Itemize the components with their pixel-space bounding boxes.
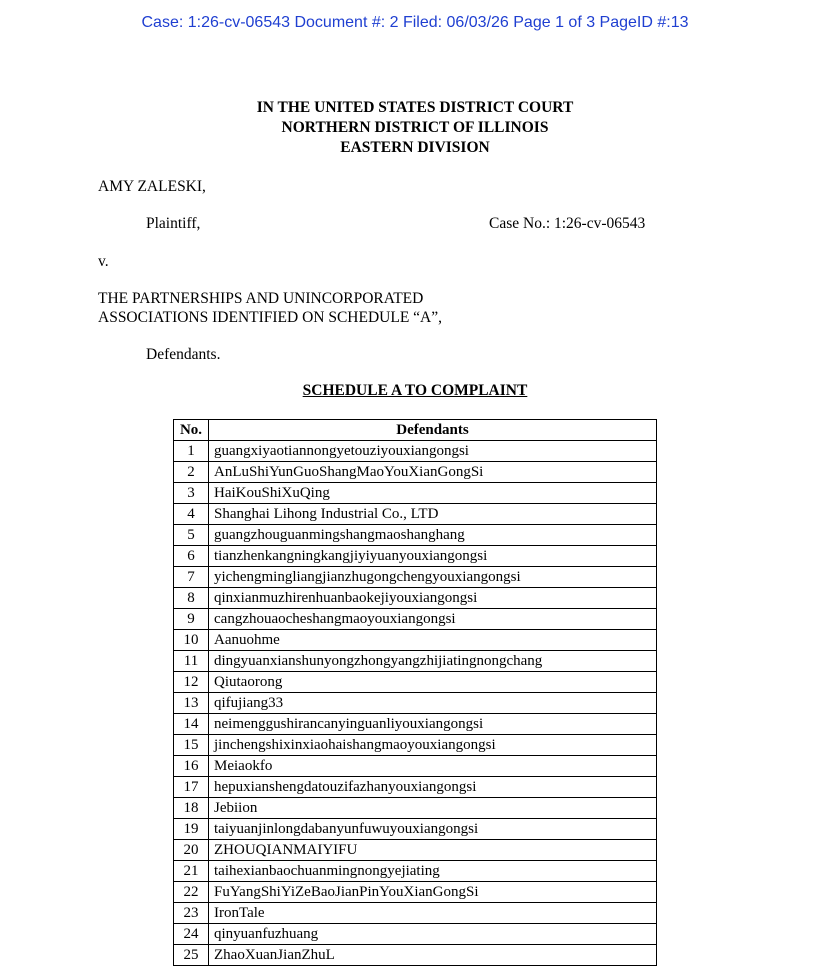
table-row — [174, 588, 657, 609]
row-number: 22 — [174, 882, 209, 903]
defendant-name: ZhaoXuanJianZhuL — [209, 945, 657, 966]
defendant-name: taiyuanjinlongdabanyunfuwuyouxiangongsi — [209, 819, 657, 840]
table-row — [174, 819, 657, 840]
row-number: 16 — [174, 756, 209, 777]
defendant-name: neimenggushirancanyinguanliyouxiangongsi — [209, 714, 657, 735]
defendant-name: ZHOUQIANMAIYIFU — [209, 840, 657, 861]
defendant-name: taihexianbaochuanmingnongyejiating — [209, 861, 657, 882]
table-row — [174, 945, 657, 966]
defendant-name: Qiutaorong — [209, 672, 657, 693]
defendant-name: guangxiyaotiannongyetouziyouxiangongsi — [209, 441, 657, 462]
row-number: 10 — [174, 630, 209, 651]
row-number: 9 — [174, 609, 209, 630]
case-header-stamp: Case: 1:26-cv-06543 Document #: 2 Filed: 06/03/26 Page 1 of 3 PageID #:13 — [141, 14, 689, 31]
table-row — [174, 567, 657, 588]
column-header-defendants: Defendants — [209, 420, 657, 441]
defendant-name: guangzhouguanmingshangmaoshanghang — [209, 525, 657, 546]
table-row — [174, 672, 657, 693]
row-number: 17 — [174, 777, 209, 798]
defendant-name: jinchengshixinxiaohaishangmaoyouxiangongsi — [209, 735, 657, 756]
table-row — [174, 903, 657, 924]
row-number: 5 — [174, 525, 209, 546]
defendant-name: tianzhenkangningkangjiyiyuanyouxiangongsi — [209, 546, 657, 567]
defendant-name: hepuxianshengdatouzifazhanyouxiangongsi — [209, 777, 657, 798]
column-header-no: No. — [174, 420, 209, 441]
row-number: 18 — [174, 798, 209, 819]
row-number: 12 — [174, 672, 209, 693]
row-number: 11 — [174, 651, 209, 672]
schedule-title: SCHEDULE A TO COMPLAINT — [302, 382, 528, 399]
row-number: 15 — [174, 735, 209, 756]
table-row — [174, 630, 657, 651]
table-row — [174, 504, 657, 525]
table-row — [174, 840, 657, 861]
court-heading — [0, 98, 830, 158]
row-number: 19 — [174, 819, 209, 840]
defendant-name: Aanuohme — [209, 630, 657, 651]
defendant-name: AnLuShiYunGuoShangMaoYouXianGongSi — [209, 462, 657, 483]
table-row — [174, 483, 657, 504]
row-number: 23 — [174, 903, 209, 924]
defendant-name: qinxianmuzhirenhuanbaokejiyouxiangongsi — [209, 588, 657, 609]
row-number: 14 — [174, 714, 209, 735]
row-number: 6 — [174, 546, 209, 567]
row-number: 7 — [174, 567, 209, 588]
defendant-name: Shanghai Lihong Industrial Co., LTD — [209, 504, 657, 525]
row-number: 2 — [174, 462, 209, 483]
versus-label: v. — [98, 253, 109, 270]
table-row — [174, 525, 657, 546]
defendant-name: IronTale — [209, 903, 657, 924]
defendants-table — [173, 419, 657, 966]
table-row — [174, 924, 657, 945]
row-number: 24 — [174, 924, 209, 945]
table-row — [174, 735, 657, 756]
defendant-name: yichengmingliangjianzhugongchengyouxiangongsi — [209, 567, 657, 588]
defendant-name: HaiKouShiXuQing — [209, 483, 657, 504]
table-row — [174, 714, 657, 735]
row-number: 3 — [174, 483, 209, 504]
defendant-name: cangzhouaocheshangmaoyouxiangongsi — [209, 609, 657, 630]
defendant-name: qifujiang33 — [209, 693, 657, 714]
case-number: Case No.: 1:26-cv-06543 — [489, 215, 646, 232]
row-number: 21 — [174, 861, 209, 882]
table-row — [174, 756, 657, 777]
court-heading-line3: EASTERN DIVISION — [340, 139, 490, 156]
defendants-table-body — [174, 441, 657, 966]
defendant-role: Defendants. — [146, 346, 221, 363]
defendant-name: FuYangShiYiZeBaoJianPinYouXianGongSi — [209, 882, 657, 903]
row-number: 13 — [174, 693, 209, 714]
table-row — [174, 441, 657, 462]
defendant-caption-line1: THE PARTNERSHIPS AND UNINCORPORATED — [98, 290, 424, 307]
row-number: 20 — [174, 840, 209, 861]
defendant-name: qinyuanfuzhuang — [209, 924, 657, 945]
row-number: 1 — [174, 441, 209, 462]
defendant-name: Jebiion — [209, 798, 657, 819]
row-number: 8 — [174, 588, 209, 609]
table-row — [174, 861, 657, 882]
table-row — [174, 777, 657, 798]
defendant-name: dingyuanxianshunyongzhongyangzhijiatingnongchang — [209, 651, 657, 672]
table-row — [174, 546, 657, 567]
plaintiff-name: AMY ZALESKI, — [98, 178, 206, 195]
table-row — [174, 651, 657, 672]
table-row — [174, 693, 657, 714]
defendant-caption-line2: ASSOCIATIONS IDENTIFIED ON SCHEDULE “A”, — [98, 309, 442, 326]
court-heading-line2: NORTHERN DISTRICT OF ILLINOIS — [281, 119, 549, 136]
plaintiff-role: Plaintiff, — [146, 215, 201, 232]
row-number: 25 — [174, 945, 209, 966]
table-header-row — [174, 420, 657, 441]
table-row — [174, 882, 657, 903]
table-row — [174, 609, 657, 630]
table-row — [174, 798, 657, 819]
court-heading-line1: IN THE UNITED STATES DISTRICT COURT — [256, 99, 574, 116]
row-number: 4 — [174, 504, 209, 525]
defendant-name: Meiaokfo — [209, 756, 657, 777]
table-row — [174, 462, 657, 483]
